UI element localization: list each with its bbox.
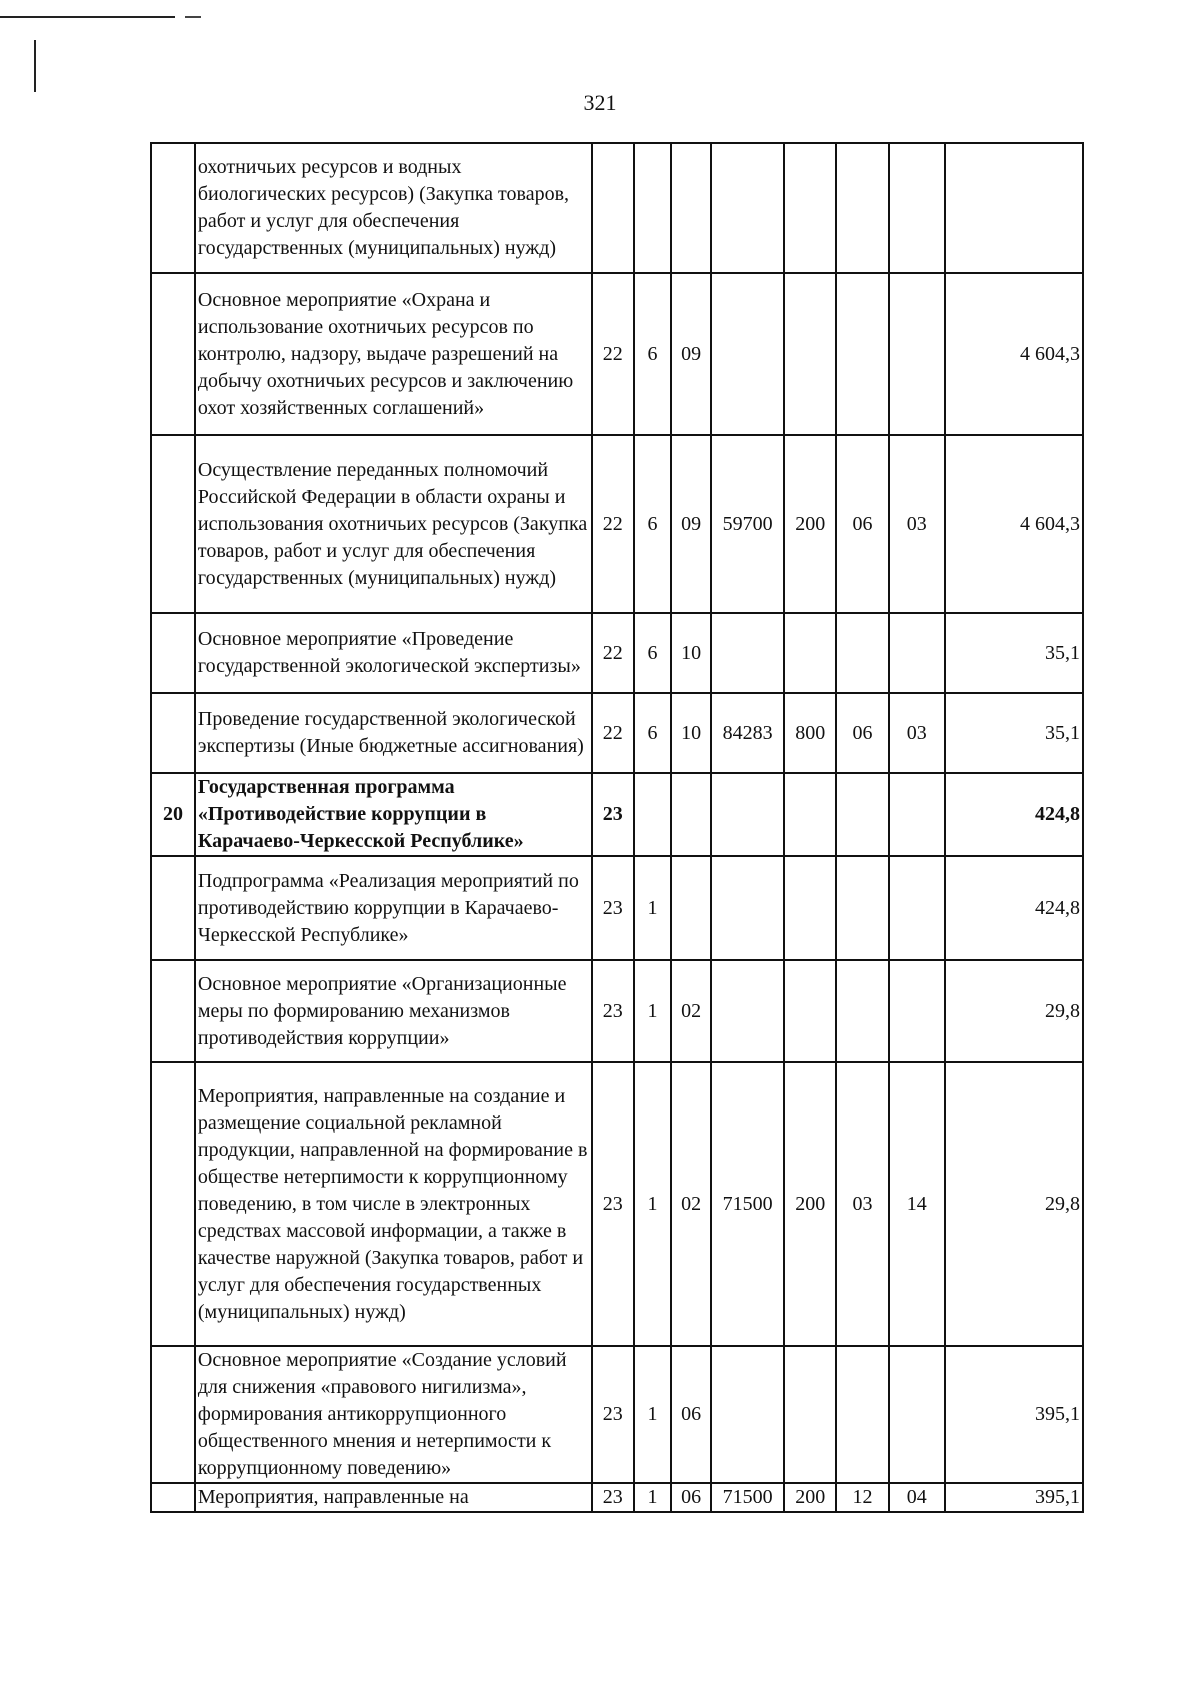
subsection-code xyxy=(889,773,945,856)
item-name: Подпрограмма «Реализация мероприятий по противодействию коррупции в Карачаево-Черкесской Республике» xyxy=(195,856,592,960)
program-code: 22 xyxy=(592,613,634,693)
expense-type-code xyxy=(784,143,836,273)
subsection-code xyxy=(889,1346,945,1483)
measure-code xyxy=(671,856,711,960)
section-code xyxy=(836,960,888,1062)
section-code xyxy=(836,613,888,693)
table-row xyxy=(151,273,1083,435)
direction-code xyxy=(711,613,784,693)
measure-code: 02 xyxy=(671,1062,711,1346)
table-row xyxy=(151,435,1083,613)
subsection-code xyxy=(889,273,945,435)
expense-type-code: 800 xyxy=(784,693,836,773)
amount-cell: 29,8 xyxy=(945,1062,1083,1346)
item-name: Осуществление переданных полномочий Российской Федерации в области охраны и использования охотничьих ресурсов (Закупка товаров, работ и услуг для обеспечения государственных (муниципальных) нужд) xyxy=(195,435,592,613)
expense-type-code xyxy=(784,1346,836,1483)
expense-type-code: 200 xyxy=(784,1483,836,1512)
scan-artifact-line xyxy=(185,16,201,18)
expense-type-code xyxy=(784,960,836,1062)
subsection-code xyxy=(889,856,945,960)
row-number xyxy=(151,273,195,435)
program-code: 22 xyxy=(592,435,634,613)
measure-code: 10 xyxy=(671,693,711,773)
subprogram-code xyxy=(634,773,672,856)
row-number xyxy=(151,856,195,960)
row-number xyxy=(151,693,195,773)
section-code: 06 xyxy=(836,435,888,613)
amount-cell: 4 604,3 xyxy=(945,435,1083,613)
direction-code xyxy=(711,960,784,1062)
section-code xyxy=(836,773,888,856)
amount-cell: 424,8 xyxy=(945,856,1083,960)
subsection-code xyxy=(889,960,945,1062)
section-code: 06 xyxy=(836,693,888,773)
measure-code: 10 xyxy=(671,613,711,693)
expense-type-code xyxy=(784,773,836,856)
amount-cell: 29,8 xyxy=(945,960,1083,1062)
row-number xyxy=(151,613,195,693)
table-row xyxy=(151,960,1083,1062)
measure-code: 02 xyxy=(671,960,711,1062)
scan-artifact-line xyxy=(0,16,175,18)
direction-code xyxy=(711,273,784,435)
expense-type-code xyxy=(784,613,836,693)
subprogram-code: 6 xyxy=(634,613,672,693)
subprogram-code xyxy=(634,143,672,273)
program-code: 23 xyxy=(592,856,634,960)
amount-cell: 424,8 xyxy=(945,773,1083,856)
subsection-code: 14 xyxy=(889,1062,945,1346)
subsection-code: 03 xyxy=(889,435,945,613)
amount-cell: 35,1 xyxy=(945,693,1083,773)
section-code: 12 xyxy=(836,1483,888,1512)
item-name: Основное мероприятие «Организационные меры по формированию механизмов противодействия коррупции» xyxy=(195,960,592,1062)
direction-code: 71500 xyxy=(711,1483,784,1512)
table-row xyxy=(151,1346,1083,1483)
expense-type-code xyxy=(784,856,836,960)
table-row xyxy=(151,773,1083,856)
item-name: Основное мероприятие «Проведение государственной экологической экспертизы» xyxy=(195,613,592,693)
item-name: Мероприятия, направленные на создание и размещение социальной рекламной продукции, направленной на формирование в обществе нетерпимости к коррупционному поведению, в том числе в электронных средствах массовой информации, а также в качестве наружной (Закупка товаров, работ и услуг для обеспечения государственных (муниципальных) нужд) xyxy=(195,1062,592,1346)
subsection-code xyxy=(889,143,945,273)
subsection-code: 04 xyxy=(889,1483,945,1512)
expense-type-code: 200 xyxy=(784,435,836,613)
section-code: 03 xyxy=(836,1062,888,1346)
item-name: Основное мероприятие «Охрана и использование охотничьих ресурсов по контролю, надзору, выдаче разрешений на добычу охотничьих ресурсов и заключению охот хозяйственных соглашений» xyxy=(195,273,592,435)
amount-cell xyxy=(945,143,1083,273)
table-row xyxy=(151,856,1083,960)
table-row xyxy=(151,613,1083,693)
subprogram-code: 6 xyxy=(634,693,672,773)
amount-cell: 4 604,3 xyxy=(945,273,1083,435)
direction-code: 71500 xyxy=(711,1062,784,1346)
section-code xyxy=(836,856,888,960)
program-code: 23 xyxy=(592,1062,634,1346)
subsection-code: 03 xyxy=(889,693,945,773)
row-number xyxy=(151,960,195,1062)
item-name: Основное мероприятие «Создание условий для снижения «правового нигилизма», формирования антикоррупционного общественного мнения и нетерпимости к коррупционному поведению» xyxy=(195,1346,592,1483)
item-name: охотничьих ресурсов и водных биологических ресурсов) (Закупка товаров, работ и услуг для обеспечения государственных (муниципальных) нужд) xyxy=(195,143,592,273)
section-code xyxy=(836,143,888,273)
subprogram-code: 1 xyxy=(634,1062,672,1346)
row-number xyxy=(151,1062,195,1346)
subprogram-code: 1 xyxy=(634,856,672,960)
expense-type-code xyxy=(784,273,836,435)
item-name: Мероприятия, направленные на xyxy=(195,1483,592,1512)
row-number xyxy=(151,1346,195,1483)
direction-code xyxy=(711,1346,784,1483)
program-code: 23 xyxy=(592,1483,634,1512)
subprogram-code: 1 xyxy=(634,960,672,1062)
subsection-code xyxy=(889,613,945,693)
row-number xyxy=(151,1483,195,1512)
program-code xyxy=(592,143,634,273)
measure-code xyxy=(671,143,711,273)
subprogram-code: 6 xyxy=(634,273,672,435)
program-code: 22 xyxy=(592,693,634,773)
amount-cell: 395,1 xyxy=(945,1346,1083,1483)
program-code: 23 xyxy=(592,960,634,1062)
scan-artifact-bar xyxy=(34,40,36,92)
direction-code: 84283 xyxy=(711,693,784,773)
budget-table xyxy=(150,142,1084,1513)
program-code: 23 xyxy=(592,773,634,856)
measure-code xyxy=(671,773,711,856)
row-number xyxy=(151,143,195,273)
measure-code: 09 xyxy=(671,273,711,435)
measure-code: 06 xyxy=(671,1483,711,1512)
item-name: Проведение государственной экологической экспертизы (Иные бюджетные ассигнования) xyxy=(195,693,592,773)
subprogram-code: 6 xyxy=(634,435,672,613)
table-row xyxy=(151,143,1083,273)
subprogram-code: 1 xyxy=(634,1483,672,1512)
table-row xyxy=(151,1062,1083,1346)
expense-type-code: 200 xyxy=(784,1062,836,1346)
program-code: 22 xyxy=(592,273,634,435)
direction-code xyxy=(711,773,784,856)
table-row xyxy=(151,693,1083,773)
direction-code xyxy=(711,856,784,960)
direction-code xyxy=(711,143,784,273)
table-row xyxy=(151,1483,1083,1512)
row-number xyxy=(151,435,195,613)
section-code xyxy=(836,1346,888,1483)
measure-code: 06 xyxy=(671,1346,711,1483)
subprogram-code: 1 xyxy=(634,1346,672,1483)
amount-cell: 395,1 xyxy=(945,1483,1083,1512)
row-number: 20 xyxy=(151,773,195,856)
amount-cell: 35,1 xyxy=(945,613,1083,693)
measure-code: 09 xyxy=(671,435,711,613)
direction-code: 59700 xyxy=(711,435,784,613)
program-code: 23 xyxy=(592,1346,634,1483)
page-number: 321 xyxy=(583,90,617,115)
section-code xyxy=(836,273,888,435)
item-name: Государственная программа «Противодействие коррупции в Карачаево-Черкесской Республике» xyxy=(195,773,592,856)
